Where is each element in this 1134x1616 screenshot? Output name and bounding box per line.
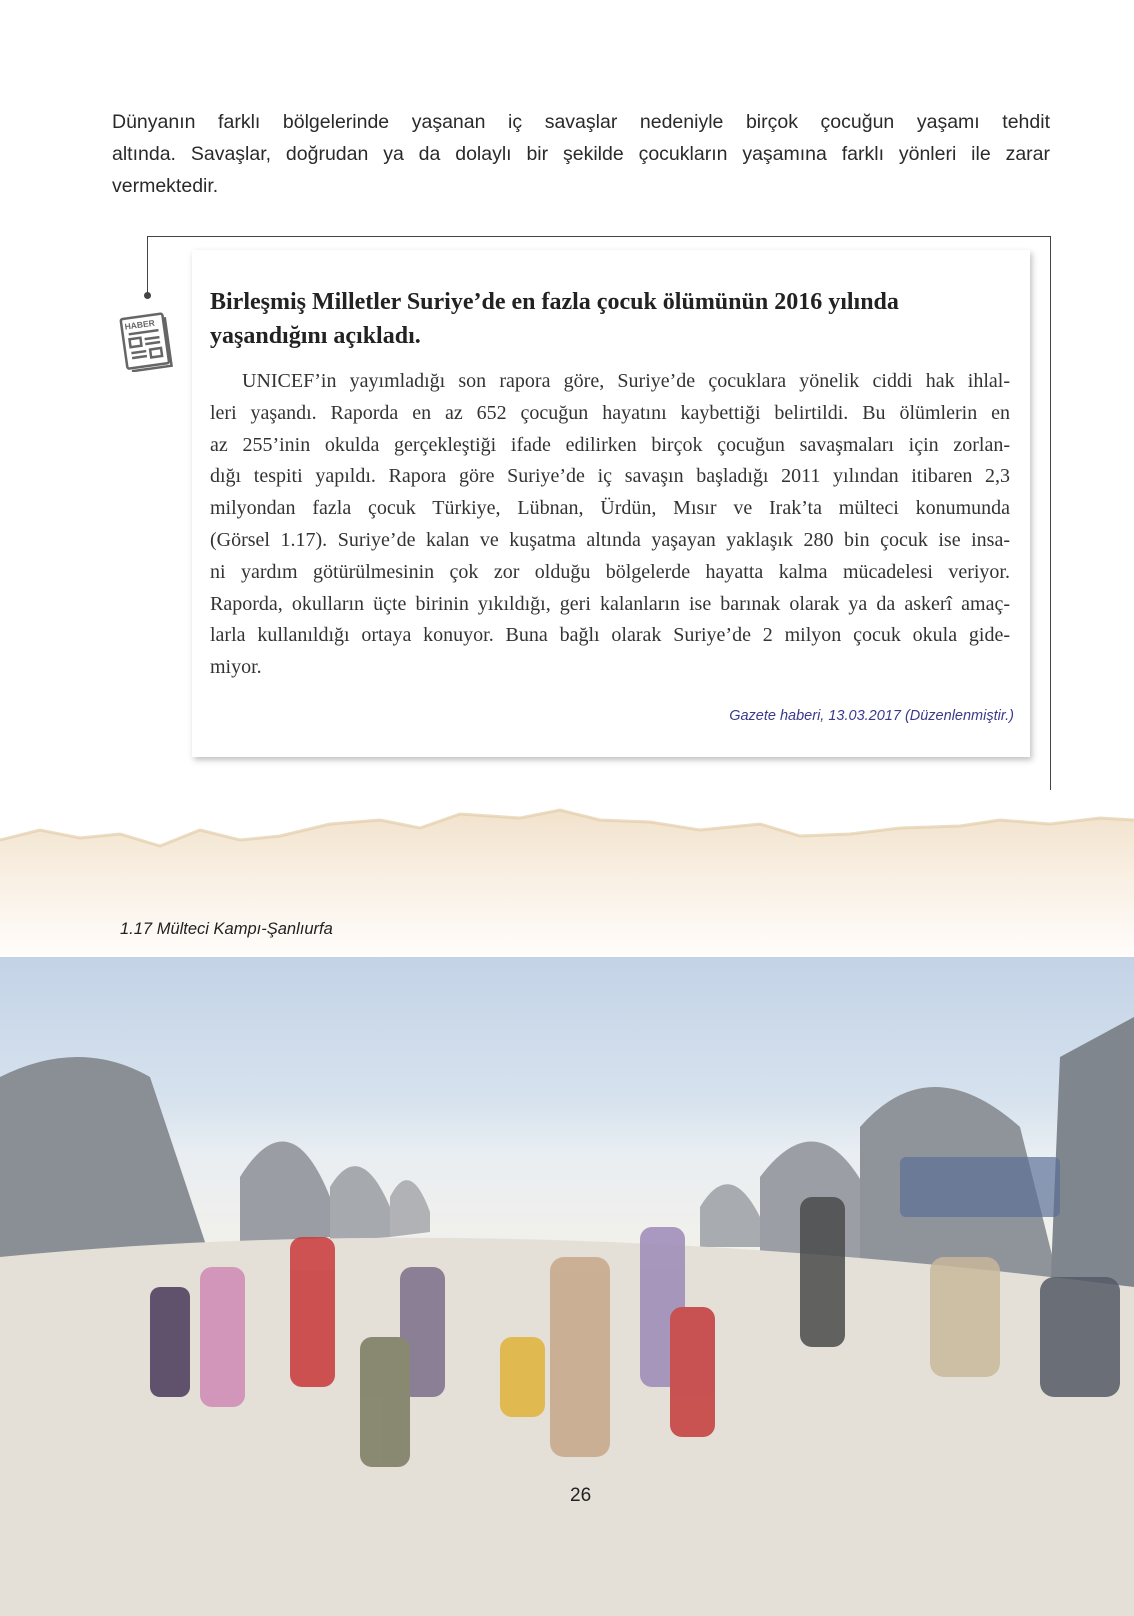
frame-dot: [144, 292, 151, 299]
figure-caption: 1.17 Mülteci Kampı-Şanlıurfa: [120, 920, 333, 938]
news-source: Gazete haberi, 13.03.2017 (Düzenlenmiştir.): [729, 708, 1014, 724]
body-line: milyondan fazla çocuk Türkiye, Lübnan, Ürdün, Mısır ve Irak’ta mülteci konumunda: [210, 497, 1010, 520]
refugee-camp-photo: [0, 957, 1134, 1616]
intro-line: vermektedir.: [112, 175, 219, 197]
body-line: UNICEF’in yayımladığı son rapora göre, Suriye’de çocuklara yönelik ciddi hak ihlal-: [242, 370, 1010, 392]
body-line: larla kullanıldığı ortaya konuyor. Buna bağlı olarak Suriye’de 2 milyon çocuk okula gide-: [210, 624, 1010, 647]
body-line: ni yardım götürülmesinin çok zor olduğu bölgelerde hayatta kalma mücadelesi veriyor.: [210, 560, 1010, 583]
frame-line: [147, 236, 1051, 237]
page-number: 26: [570, 1485, 592, 1506]
intro-line: altında. Savaşlar, doğrudan ya da dolaylı bir şekilde çocukların yaşamına farklı yönleri ile zarar: [112, 143, 1050, 165]
news-headline: [210, 285, 1010, 353]
intro-line: Dünyanın farklı bölgelerinde yaşanan iç savaşlar nedeniyle birçok çocuğun yaşamı tehdit: [112, 111, 1050, 133]
frame-line: [147, 236, 148, 295]
body-line: dığı tespiti yapıldı. Rapora göre Suriye’de iç savaşın başladığı 2011 yılından itibaren 2,3: [210, 465, 1010, 488]
headline-line: Birleşmiş Milletler Suriye’de en fazla çocuk ölümünün 2016 yılında: [210, 289, 899, 315]
body-line: miyor.: [210, 656, 262, 679]
headline-line: yaşandığını açıkladı.: [210, 323, 421, 349]
frame-line: [1050, 236, 1051, 790]
news-body: [210, 366, 1010, 684]
body-line: Raporda, okulların üçte birinin yıkıldığı, geri kalanların ise barınak olarak ya da askerî amaç-: [210, 592, 1010, 615]
body-line: az 255’inin okulda gerçekleştiği ifade edilirken birçok çocuğun savaşmaları için zorlan-: [210, 433, 1010, 456]
body-line: leri yaşandı. Raporda en az 652 çocuğun hayatını kaybettiği belirtildi. Bu ölümlerin en: [210, 401, 1010, 424]
newspaper-icon-label: HABER: [123, 317, 156, 332]
body-line: (Görsel 1.17). Suriye’de kalan ve kuşatma altında yaşayan yaklaşık 280 bin çocuk ise insa-: [210, 528, 1010, 551]
refugee-camp-photo-illustration: [0, 957, 1134, 1616]
intro-paragraph: [112, 106, 1050, 202]
newspaper-icon: [118, 312, 174, 372]
